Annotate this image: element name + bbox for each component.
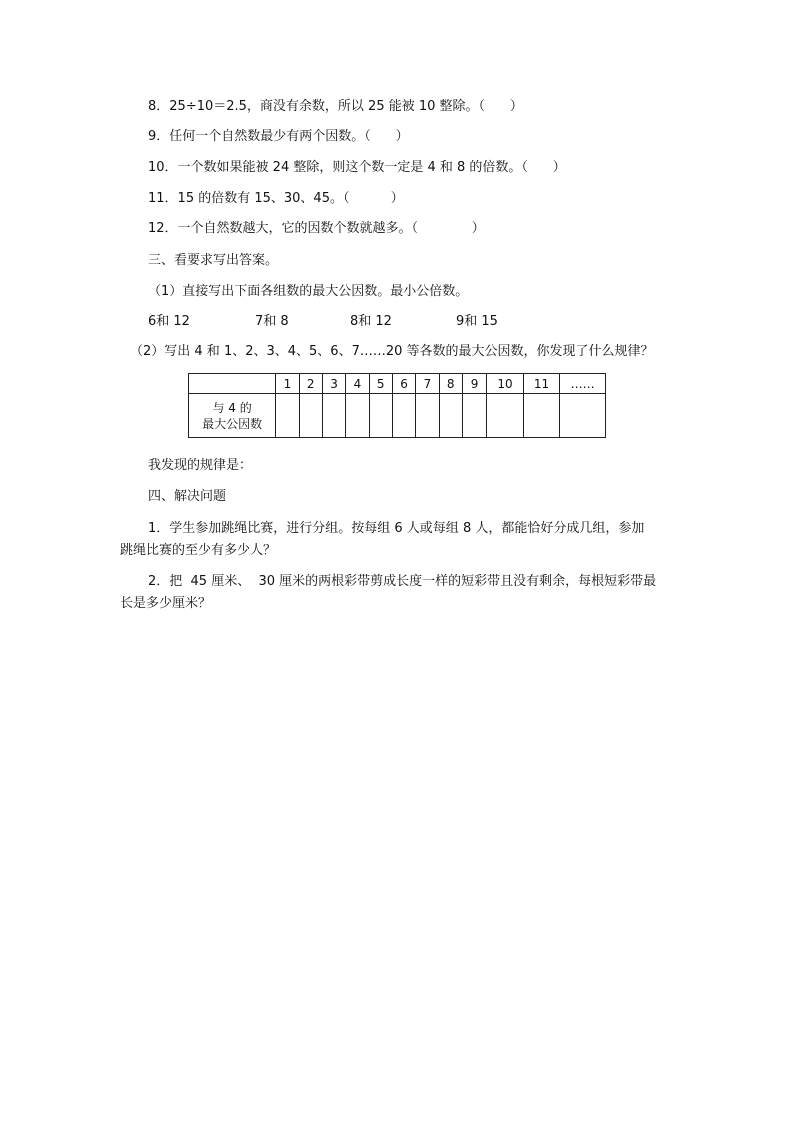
- header-cell-8: 8: [439, 374, 462, 394]
- answer-cell-4[interactable]: [346, 394, 369, 438]
- pair-9-15: 9和 15: [456, 314, 498, 329]
- answer-cell-7[interactable]: [416, 394, 439, 438]
- header-cell-4: 4: [346, 374, 369, 394]
- table-corner-cell: [189, 374, 276, 394]
- pair-6-12: 6和 12: [148, 314, 190, 329]
- answer-cell-5[interactable]: [369, 394, 392, 438]
- answer-cell-ellipsis[interactable]: [560, 394, 606, 438]
- header-cell-6: 6: [392, 374, 415, 394]
- row-label-line-2: 最大公因数: [202, 416, 263, 431]
- question-8: 8．25÷10＝2.5，商没有余数，所以 25 能被 10 整除。（ ）: [148, 99, 523, 114]
- header-cell-3: 3: [322, 374, 345, 394]
- header-cell-ellipsis: ……: [560, 374, 606, 394]
- section-4-title: 四、解决问题: [148, 489, 227, 504]
- answer-cell-6[interactable]: [392, 394, 415, 438]
- header-cell-7: 7: [416, 374, 439, 394]
- problem-2-line-2: 长是多少厘米？: [120, 596, 212, 611]
- answer-cell-11[interactable]: [523, 394, 560, 438]
- problem-1-line-2: 跳绳比赛的至少有多少人？: [120, 543, 277, 558]
- answer-cell-2[interactable]: [299, 394, 322, 438]
- header-cell-2: 2: [299, 374, 322, 394]
- finding-label: 我发现的规律是：: [148, 458, 253, 473]
- row-label-line-1: 与 4 的: [212, 400, 252, 415]
- question-11: 11．15 的倍数有 15、30、45。（ ）: [148, 191, 404, 206]
- section-3-part-1: （1）直接写出下面各组数的最大公因数。最小公倍数。: [148, 284, 469, 299]
- header-cell-5: 5: [369, 374, 392, 394]
- section-3-part-2: （2）写出 4 和 1、2、3、4、5、6、7……20 等各数的最大公因数，你发现了什么规律？: [130, 344, 654, 359]
- problem-1-line-1: 1．学生参加跳绳比赛，进行分组。按每组 6 人或每组 8 人，都能恰好分成几组，参加: [148, 521, 645, 536]
- question-10: 10．一个数如果能被 24 整除，则这个数一定是 4 和 8 的倍数。（ ）: [148, 160, 566, 175]
- header-cell-9: 9: [462, 374, 486, 394]
- answer-cell-9[interactable]: [462, 394, 486, 438]
- header-cell-1: 1: [276, 374, 299, 394]
- problem-2-line-1: 2．把 45 厘米、 30 厘米的两根彩带剪成长度一样的短彩带且没有剩余，每根短彩带最: [148, 574, 657, 589]
- header-cell-10: 10: [487, 374, 524, 394]
- table-header-row: [189, 374, 606, 394]
- question-9: 9．任何一个自然数最少有两个因数。（ ）: [148, 129, 409, 144]
- row-label-cell: [189, 394, 276, 438]
- gcd-table: [188, 373, 606, 438]
- question-12: 12．一个自然数越大，它的因数个数就越多。（ ）: [148, 221, 485, 236]
- answer-cell-8[interactable]: [439, 394, 462, 438]
- answer-cell-10[interactable]: [487, 394, 524, 438]
- table-answer-row: [189, 394, 606, 438]
- section-3-title: 三、看要求写出答案。: [148, 253, 279, 268]
- header-cell-11: 11: [523, 374, 560, 394]
- answer-cell-3[interactable]: [322, 394, 345, 438]
- pair-8-12: 8和 12: [350, 314, 392, 329]
- pair-7-8: 7和 8: [255, 314, 289, 329]
- answer-cell-1[interactable]: [276, 394, 299, 438]
